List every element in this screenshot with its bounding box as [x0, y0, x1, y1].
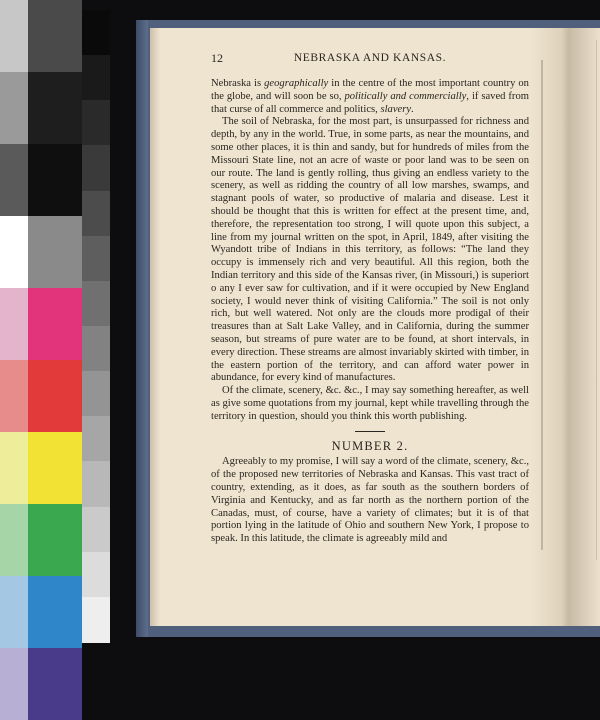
grayscale-step	[82, 461, 110, 507]
section-heading: NUMBER 2.	[331, 438, 409, 453]
page-fold-line	[541, 60, 543, 550]
paragraph-text: Nebraska is	[211, 78, 265, 89]
italic-text: politically and commercially	[344, 90, 467, 102]
calibration-patch	[0, 360, 28, 432]
grayscale-step	[82, 597, 110, 643]
page-header	[211, 52, 529, 68]
calibration-patch	[28, 360, 82, 432]
section-paragraphs	[211, 456, 529, 546]
italic-text: slavery	[380, 103, 412, 115]
color-calibration-target	[0, 0, 110, 657]
grayscale-step	[82, 281, 110, 327]
paragraph	[211, 116, 529, 385]
calibration-patch	[0, 504, 28, 576]
italic-text: geographically	[264, 78, 329, 89]
page-binding-shadow	[150, 28, 160, 626]
grayscale-step	[82, 10, 110, 56]
calibration-patch	[0, 432, 28, 504]
calibration-patch	[28, 72, 82, 144]
grayscale-strip	[82, 10, 110, 642]
grayscale-step	[82, 507, 110, 553]
calibration-patch	[0, 216, 28, 288]
calibration-patch	[28, 216, 82, 288]
calibration-patch	[0, 648, 28, 720]
calibration-patch	[28, 144, 82, 216]
calibration-patch	[0, 72, 28, 144]
paragraph	[211, 456, 529, 546]
calibration-patch	[28, 288, 82, 360]
page-edge-line	[596, 40, 597, 560]
book-cover-edge	[136, 20, 148, 637]
grayscale-step	[82, 552, 110, 598]
grayscale-step	[82, 326, 110, 372]
running-head: NEBRASKA AND KANSAS.	[293, 52, 447, 64]
paragraph	[211, 78, 529, 116]
body-paragraphs	[211, 78, 529, 424]
grayscale-step	[82, 191, 110, 237]
grayscale-step	[82, 371, 110, 417]
calibration-patch	[0, 576, 28, 648]
calibration-patch	[0, 288, 28, 360]
calibration-patch	[0, 144, 28, 216]
calibration-patch	[28, 432, 82, 504]
paragraph-text: Agreeably to my promise, I will say a word of the climate, scenery, &c., of the proposed new territories of Nebraska and Kansas. This vast tract of country, extending, as it does, as far south as the southern borders of Virginia and Kentucky, and as far north as the northern portion of the Canadas, must, of course, have a variety of climates; but it is of that portion lying in the latitude of Ohio and southern New York, I propose to speak. In this latitude, the climate is agreeably mild and	[211, 456, 529, 545]
page-number: 12	[211, 51, 223, 65]
grayscale-step	[82, 145, 110, 191]
calibration-patch	[0, 0, 28, 72]
paragraph-text: .	[411, 103, 414, 115]
grayscale-step	[82, 416, 110, 462]
grayscale-step	[82, 236, 110, 282]
calibration-patch	[28, 504, 82, 576]
calibration-patch	[28, 0, 82, 72]
paragraph	[211, 385, 529, 423]
paragraph-text: , if saved from that curse of all commerce and politics,	[211, 90, 529, 115]
section-divider-rule	[355, 431, 385, 432]
calibration-patch	[28, 576, 82, 648]
page-text-block	[211, 52, 529, 546]
grayscale-step	[82, 100, 110, 146]
paragraph-text: Of the climate, scenery, &c. &c., I may say something hereafter, as well as give some quotations from my journal, kept while travelling through the territory in question, should you think this worth publishing.	[211, 385, 529, 422]
calibration-patch	[28, 648, 82, 720]
paragraph-text: The soil of Nebraska, for the most part, is unsurpassed for richness and depth, by any in the world. True, in some parts, as near the mountains, and some other places, it is thin and sandy, but for hundreds of miles from the Missouri State line, not an acre of waste or poor land was to be seen on our route. The land is gently rolling, thus giving an endless variety to the scenery, as well as ridding the country of all low marshes, swamps, and stagnant pools of water, so productive of malaria and disease. Lest it should be thought that this is written for effect at the present time, and, therefore, the representation too strong, I will quote upon this subject, a line from my journal written on the spot, in April, 1849, after visiting the Wyandott tribe of Indians in this territory, as follows: “The land they occupy is immensely rich and very beautiful. All this region, both the Indian territory and this side of the Kansas river, (in Missouri,) is superiort o any I ever saw for cultivation, and if it were occupied by New England society, I would never think of visiting California.” The soil is not only rich, but well watered. Not only are the clouds more prodigal of their treasures than at Salt Lake Valley, and in California, during the summer season, but streams of pure water are to be found, at short intervals, in every direction. These streams are almost invariably skirted with timber, in the eastern portion of the territory, and can afford water power in abundance, for every kind of manufactures.	[211, 116, 529, 384]
paragraph-text: in the centre of the most important country on the globe, and will soon be so,	[211, 78, 529, 102]
grayscale-step	[82, 55, 110, 101]
